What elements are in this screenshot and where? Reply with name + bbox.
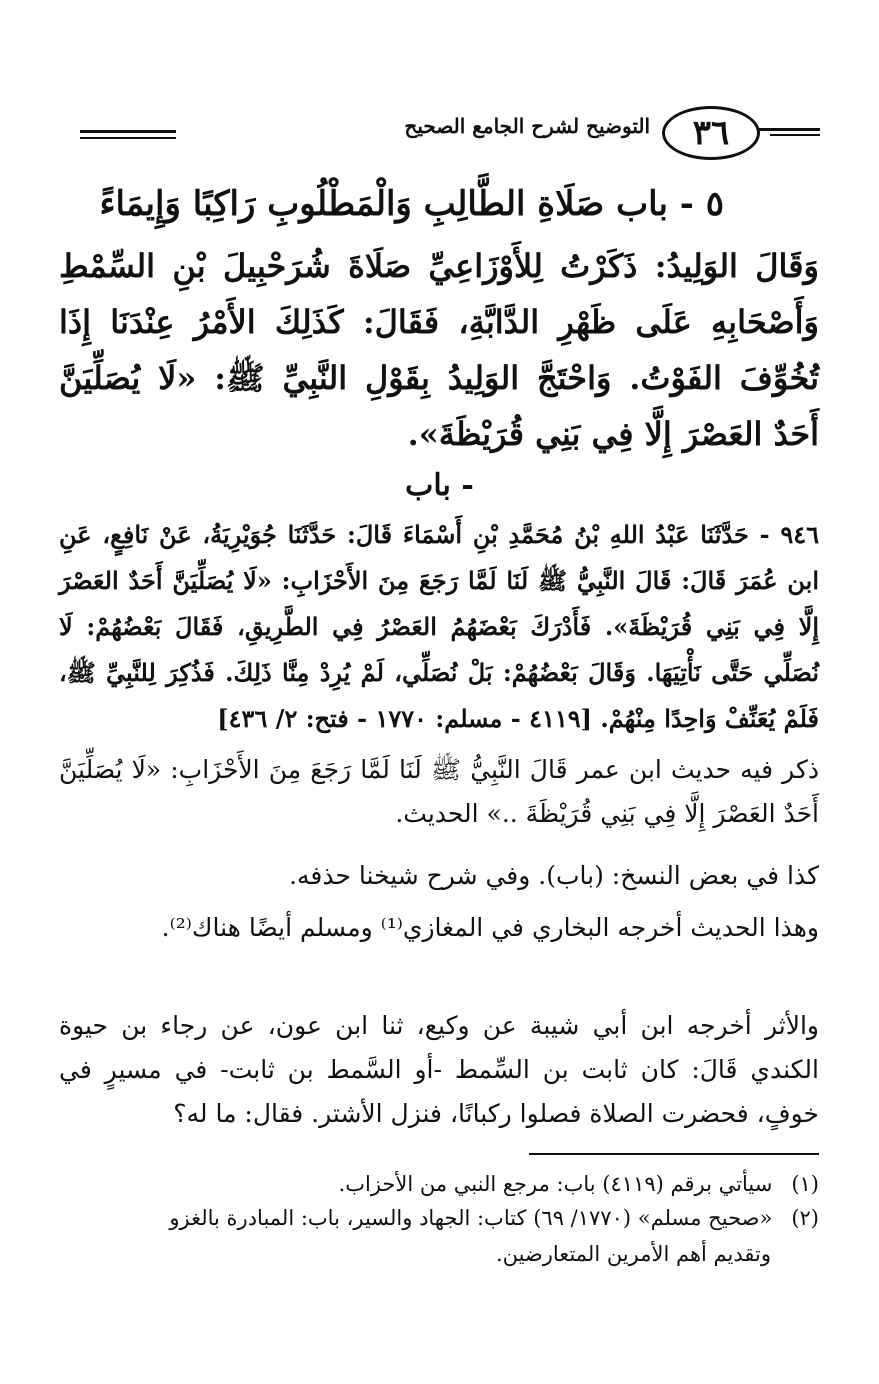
header-rule-left-thin bbox=[80, 137, 176, 139]
footnote-2 bbox=[69, 1200, 819, 1272]
header-rule-right bbox=[756, 128, 820, 131]
footnote-text: «صحيح مسلم» (١٧٧٠/ ٦٩) كتاب: الجهاد والسير، باب: المبادرة بالغزو bbox=[169, 1206, 773, 1230]
footnote-1 bbox=[69, 1166, 819, 1202]
footnote-text: سيأتي برقم (٤١١٩) باب: مرجع النبي من الأحزاب. bbox=[338, 1172, 773, 1196]
chapter-title: ٥ - باب صَلَاةِ الطَّالِبِ وَالْمَطْلُوبِ رَاكِبًا وَإِيمَاءً bbox=[99, 184, 724, 224]
footnote-continuation: وتقديم أهم الأمرين المتعارضين. bbox=[495, 1242, 771, 1266]
running-title: التوضيح لشرح الجامع الصحيح bbox=[404, 114, 650, 138]
commentary-paragraph-4: والأثر أخرجه ابن أبي شيبة عن وكيع، ثنا ابن عون، عن رجاء بن حيوة الكندي قَالَ: كان ثابت بن السِّمط -أو السَّمط بن ثابت- في مسيرٍ في خوفٍ، فحضرت الصلاة فصلوا ركبانًا، فنزل الأشتر. فقال: ما له؟ bbox=[59, 1011, 819, 1128]
footnote-number: (٢) bbox=[791, 1206, 819, 1230]
page-header bbox=[60, 100, 820, 160]
footnote-number: (١) bbox=[791, 1172, 819, 1196]
header-rule-left bbox=[80, 130, 176, 133]
hadith-text: ٩٤٦ - حَدَّثَنَا عَبْدُ اللهِ بْنُ مُحَمَّدِ بْنِ أَسْمَاءَ قَالَ: حَدَّثَنَا جُوَيْرِيَةُ، عَنْ نَافِعٍ، عَنِ ابن عُمَرَ قَالَ: قَالَ النَّبِيُّ ﷺ لَنَا لَمَّا رَجَعَ مِنَ الأَحْزَابِ: «لَا يُصَلِّيَنَّ أَحَدٌ العَصْرَ إِلَّا فِي بَنِي قُرَيْظَةَ». فَأَدْرَكَ بَعْضَهُمُ العَصْرُ فِي الطَّرِيقِ، فَقَالَ بَعْضُهُمْ: لَا نُصَلِّي حَتَّى نَأْتِيَهَا. وَقَالَ بَعْضُهُمْ: بَلْ نُصَلِّي، لَمْ يُرِدْ مِنَّا ذَلِكَ. فَذُكِرَ لِلنَّبِيِّ ﷺ، فَلَمْ يُعَنِّفْ وَاحِدًا مِنْهُمْ. [٤١١٩ - مسلم: ١٧٧٠ - فتح: ٢/ ٤٣٦] bbox=[59, 520, 819, 733]
footnote-separator bbox=[529, 1153, 819, 1155]
page-number-badge bbox=[662, 106, 760, 160]
commentary-paragraph-1: ذكر فيه حديث ابن عمر قَالَ النَّبِيُّ ﷺ لَنَا لَمَّا رَجَعَ مِنَ الأَحْزَابِ: «لَا يُصَلِّيَنَّ أَحَدٌ العَصْرَ إِلَّا فِي بَنِي قُرَيْظَةَ ..» الحديث. bbox=[59, 755, 819, 828]
commentary-paragraph-2: كذا في بعض النسخ: (باب). وفي شرح شيخنا حذفه. bbox=[289, 861, 819, 890]
commentary-paragraph-3: وهذا الحديث أخرجه البخاري في المغازي⁽¹⁾ ومسلم أيضًا هناك⁽²⁾. bbox=[161, 913, 819, 942]
sub-heading: - باب bbox=[405, 468, 474, 503]
header-rule-right-thin bbox=[770, 134, 820, 136]
page-number: ٣٦ bbox=[692, 113, 730, 153]
chapter-intro: وَقَالَ الوَلِيدُ: ذَكَرْتُ لِلأَوْزَاعِيِّ صَلَاةَ شُرَحْبِيلَ بْنِ السِّمْطِ وَأَصْحَابِهِ عَلَى ظَهْرِ الدَّابَّةِ، فَقَالَ: كَذَلِكَ الأَمْرُ عِنْدَنَا إِذَا تُخُوِّفَ الفَوْتُ. وَاحْتَجَّ الوَلِيدُ بِقَوْلِ النَّبِيِّ ﷺ: «لَا يُصَلِّيَنَّ أَحَدٌ العَصْرَ إِلَّا فِي بَنِي قُرَيْظَةَ». bbox=[59, 247, 820, 453]
